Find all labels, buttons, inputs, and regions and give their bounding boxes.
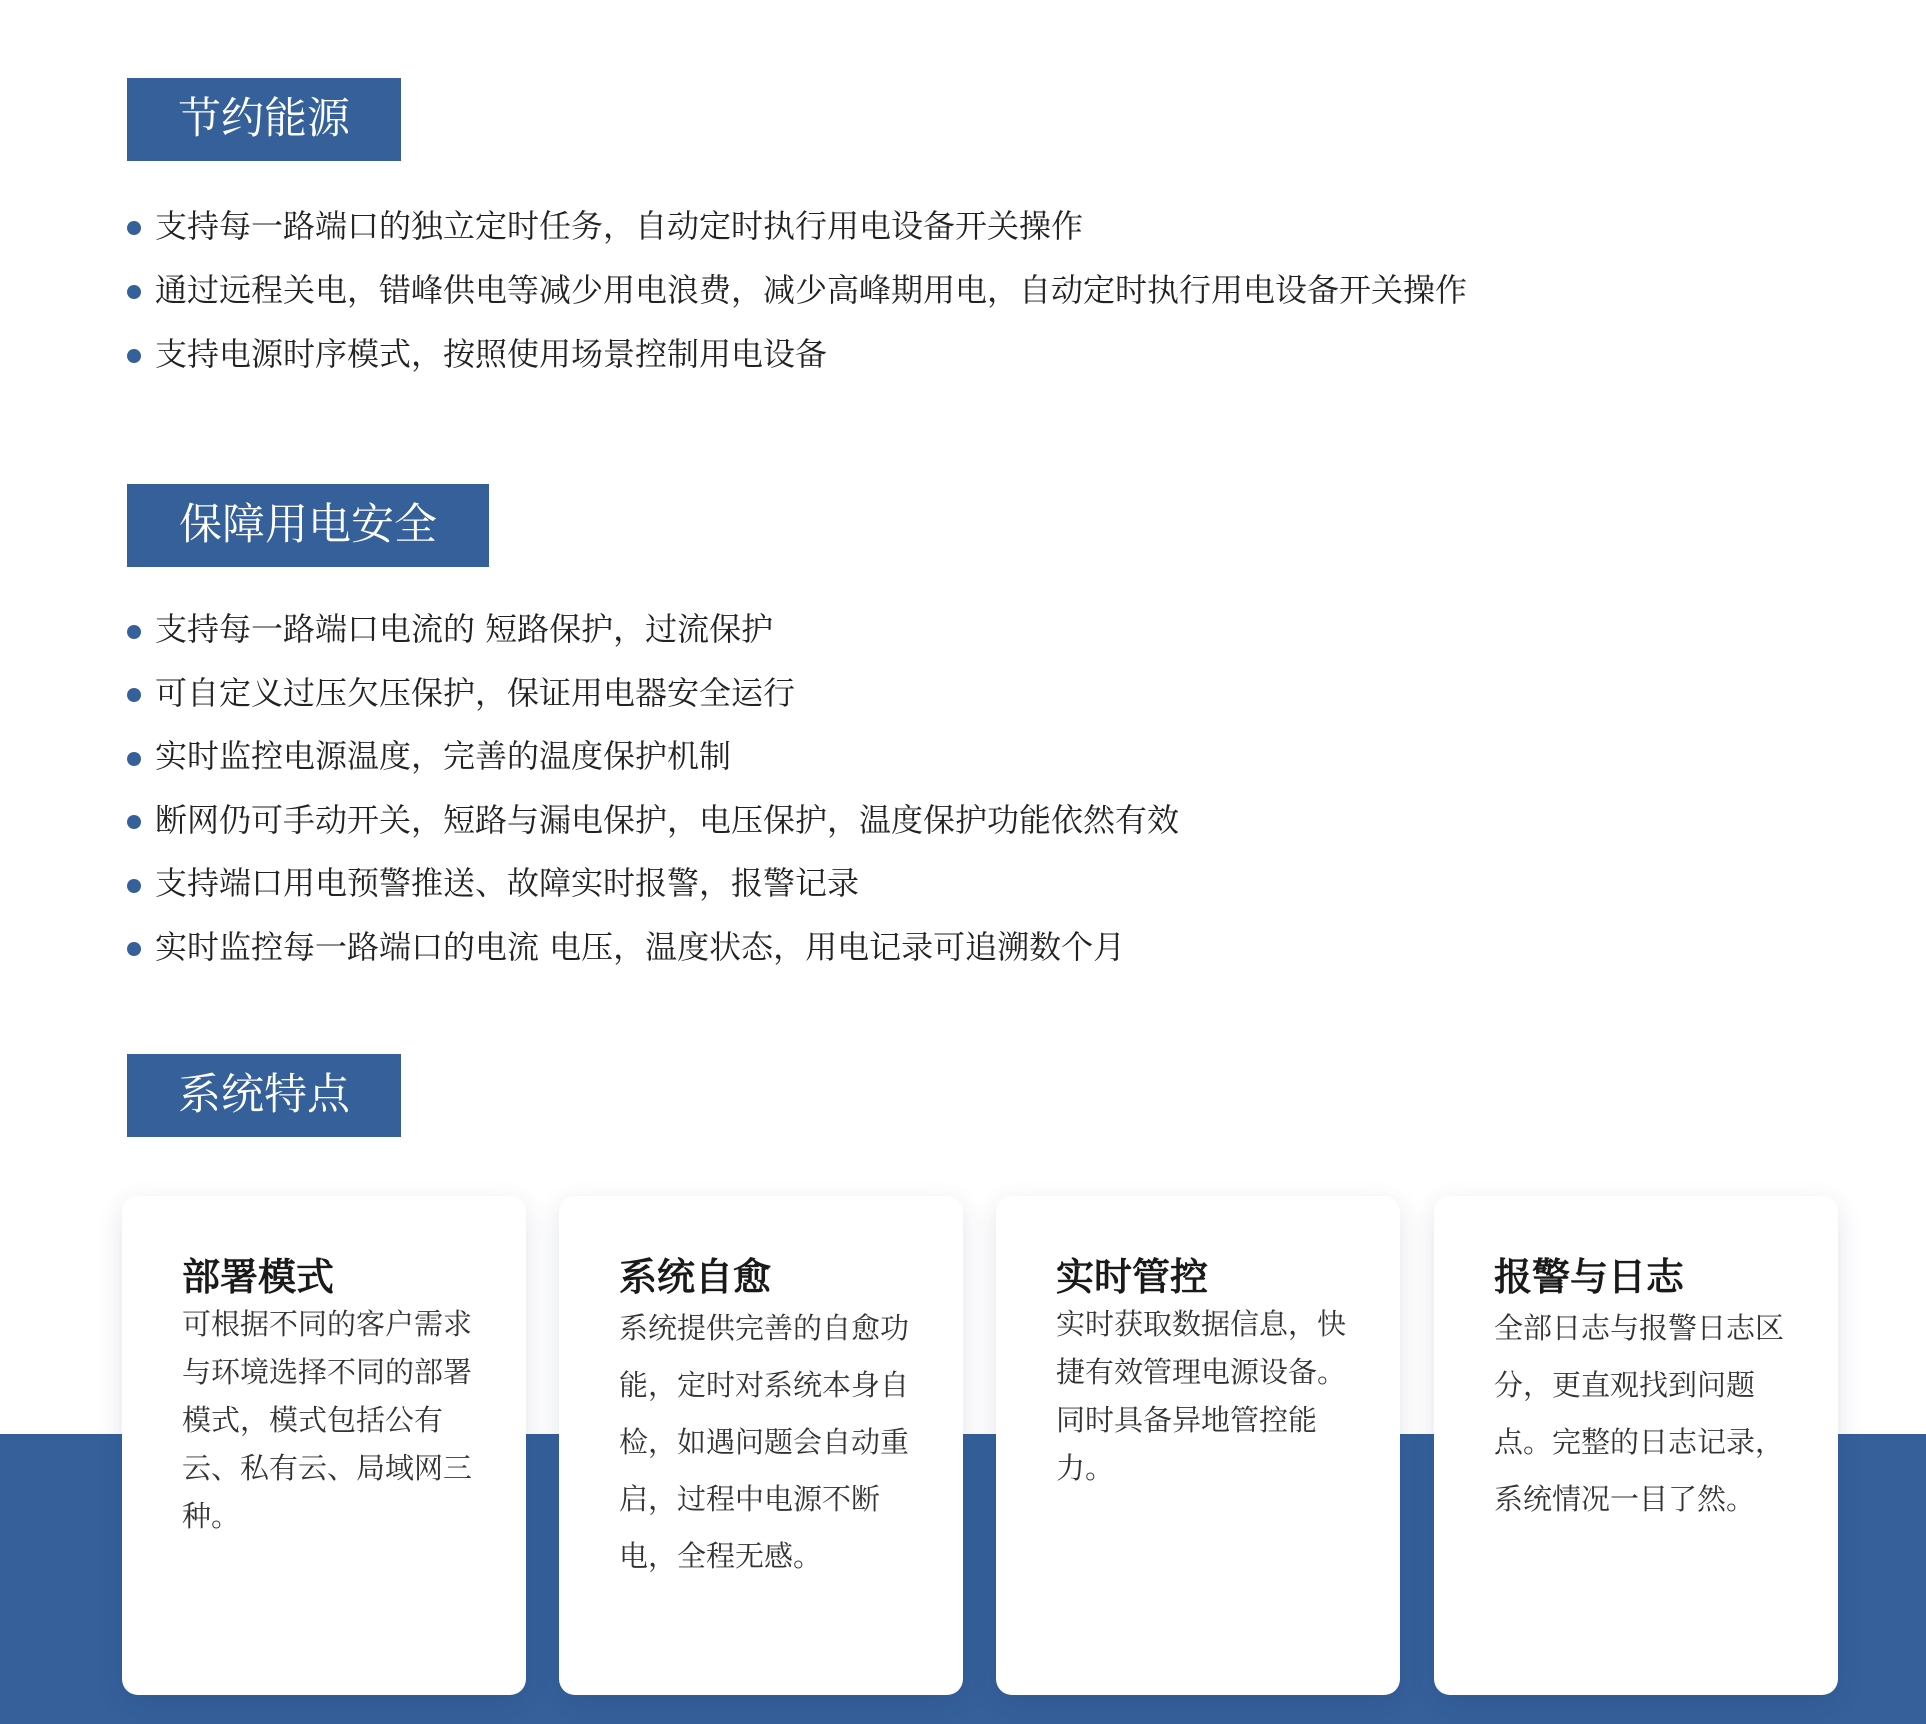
list-item: 支持每一路端口的独立定时任务，自动定时执行用电设备开关操作: [127, 194, 1467, 258]
feature-card-text: 实时获取数据信息，快捷有效管理电源设备。同时具备异地管控能力。: [1056, 1307, 1347, 1485]
section-title-system-features: 系统特点: [127, 1054, 401, 1137]
list-item: 支持端口用电预警推送、故障实时报警，报警记录: [127, 852, 1179, 916]
energy-saving-list: [127, 194, 1467, 386]
feature-card-deployment: [122, 1196, 526, 1695]
list-item: 实时监控每一路端口的电流 电压，温度状态，用电记录可追溯数个月: [127, 916, 1179, 980]
feature-card-realtime-control: [996, 1196, 1400, 1695]
feature-card-alarm-log: [1434, 1196, 1838, 1695]
list-item: 支持电源时序模式，按照使用场景控制用电设备: [127, 322, 1467, 386]
list-item: 实时监控电源温度，完善的温度保护机制: [127, 725, 1179, 789]
power-safety-list: [127, 598, 1179, 979]
feature-card-text: 全部日志与报警日志区分，更直观找到问题点。完整的日志记录，系统情况一目了然。: [1494, 1311, 1785, 1516]
section-title-power-safety: 保障用电安全: [127, 484, 489, 567]
list-item: 通过远程关电，错峰供电等减少用电浪费，减少高峰期用电，自动定时执行用电设备开关操作: [127, 258, 1467, 322]
list-item: 支持每一路端口电流的 短路保护，过流保护: [127, 598, 1179, 662]
list-item: 可自定义过压欠压保护，保证用电器安全运行: [127, 662, 1179, 726]
feature-card-text: 系统提供完善的自愈功能，定时对系统本身自检，如遇问题会自动重启，过程中电源不断电，全程无感。: [619, 1311, 910, 1573]
feature-card-title: 系统自愈: [619, 1255, 772, 1299]
feature-card-text: 可根据不同的客户需求与环境选择不同的部署模式，模式包括公有云、私有云、局域网三种。: [182, 1307, 473, 1533]
feature-card-self-healing: [559, 1196, 963, 1695]
list-item: 断网仍可手动开关，短路与漏电保护，电压保护，温度保护功能依然有效: [127, 789, 1179, 853]
feature-card-title: 部署模式: [182, 1255, 335, 1299]
section-title-energy-saving: 节约能源: [127, 78, 401, 161]
feature-card-title: 实时管控: [1056, 1255, 1209, 1299]
feature-card-title: 报警与日志: [1494, 1255, 1685, 1299]
